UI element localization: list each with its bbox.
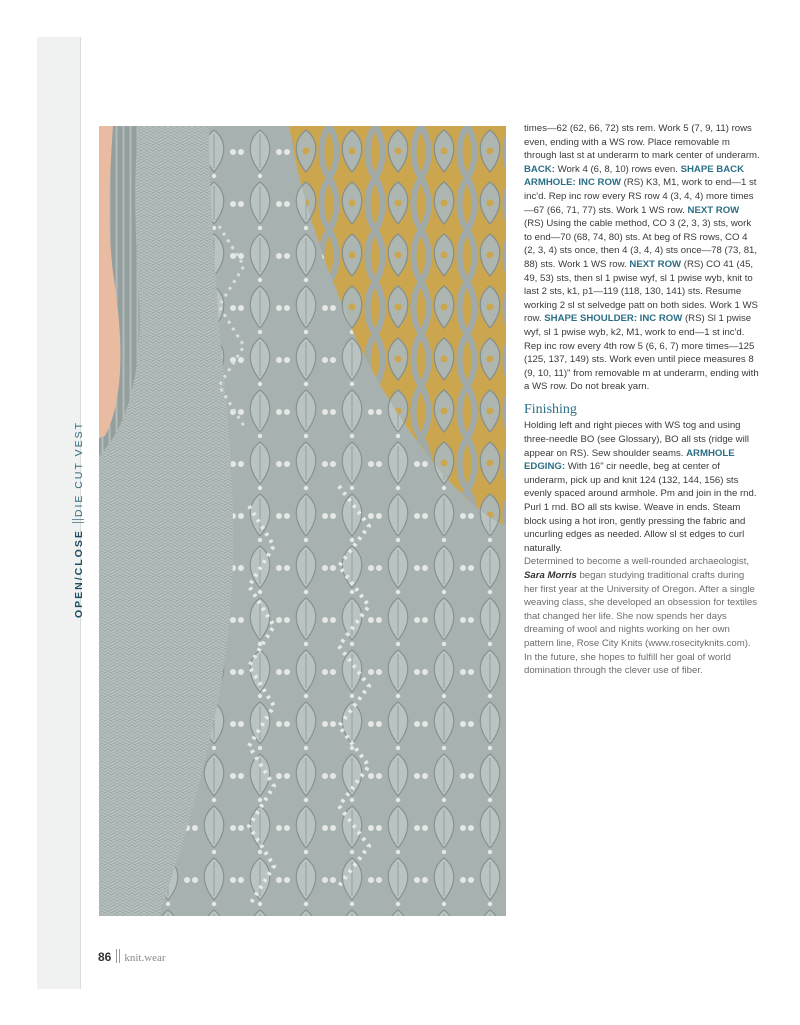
section-label: OPEN/CLOSE — [73, 529, 85, 618]
page-number: 86 — [98, 950, 112, 964]
pattern-title: DIE CUT VEST — [73, 420, 85, 518]
label-separator — [72, 522, 84, 523]
page-footer — [98, 949, 166, 964]
keyword-shape-back-armhole: SHAPE BACK ARMHOLE: INC ROW — [524, 163, 745, 189]
text-run: Work 4 (6, 8, 10) rows even. — [554, 163, 681, 175]
keyword-armhole-edging: ARMHOLE EDGING: — [524, 447, 735, 473]
magazine-name: knit.wear — [124, 952, 166, 964]
designer-bio — [524, 555, 760, 677]
text-run: Determined to become a well-rounded archaeologist, — [524, 556, 750, 568]
keyword-next-row: NEXT ROW — [629, 258, 682, 270]
finishing-heading: Finishing — [524, 401, 577, 417]
designer-name: Sara Morris — [524, 570, 577, 581]
finishing-instructions — [524, 419, 760, 555]
knit-lace-image — [99, 126, 506, 916]
text-run: times—62 (62, 66, 72) sts rem. Work 5 (7, 9, 11) rows even, ending with a WS row. Place removable m through last st at underarm to mark center of underarm. — [524, 123, 760, 162]
text-run: (RS) K3, M1, work to end—1 st inc'd. Rep inc row every RS row 4 (3, 4, 4) more times—67 (66, 71, 77) sts. Work 1 WS row. — [524, 177, 757, 216]
text-run: (RS) Using the cable method, CO 3 (2, 3, 3) sts, work to end—70 (68, 74, 80) sts. At beg of RS rows, CO 4 (2, 3, 4) sts once, then 4 (3, 4, 4) sts once—78 (73, 81, 88) sts. Work 1 WS row. — [524, 218, 758, 270]
text-run: (RS) CO 41 (45, 49, 53) sts, then sl 1 pwise wyf, sl 1 pwise wyb, knit to last 2 sts, k1, p1—119 (118, 130, 141) sts. Resume working 2 sl st selvedge patt on both sides. Work 1 WS row. — [524, 258, 758, 325]
pattern-text-column — [524, 122, 760, 678]
keyword-shape-shoulder: SHAPE SHOULDER: INC ROW — [544, 313, 683, 325]
section-running-head — [72, 421, 85, 618]
keyword-next-row: NEXT ROW — [687, 204, 740, 216]
text-run: began studying traditional crafts during her first year at the University of Oregon. After a single weaving class, she developed an obsession for textiles that changed her life. She now spends her days dreaming of wool and nights working on her own pattern line, Rose City Knits (www.rosecityknits.com). In the future, she hopes to fulfill her goal of world domination through the clever use of fiber. — [524, 570, 758, 677]
text-run: Holding left and right pieces with WS tog and using three-needle BO (see Glossary), BO all sts (ridge will appear on RS). Sew shoulder seams. — [524, 420, 749, 459]
keyword-back: BACK: — [524, 163, 555, 175]
lace-vest-photo — [99, 126, 506, 916]
pattern-instructions — [524, 122, 760, 394]
text-run: With 16" cir needle, beg at center of underarm, pick up and knit 124 (132, 144, 156) sts evenly spaced around armhole. Pm and join in the rnd. Purl 1 rnd. BO all sts kwise. Weave in ends. Steam block using a hot iron, gently pressing the fabric and uncurling edges as needed. Allow sl st edges to curl naturally. — [524, 461, 757, 554]
footer-separator — [116, 949, 117, 963]
text-run: (RS) Sl 1 pwise wyf, sl 1 pwise wyb, k2, M1, work to end—1 st inc'd. Rep inc row every 4th row 5 (6, 6, 7) more times—125 (125, 137, 149) sts. Work even until piece measures 8 (9, 10, 11)" from removable m at underarm, ending with a WS row. Do not break yarn. — [524, 313, 759, 393]
